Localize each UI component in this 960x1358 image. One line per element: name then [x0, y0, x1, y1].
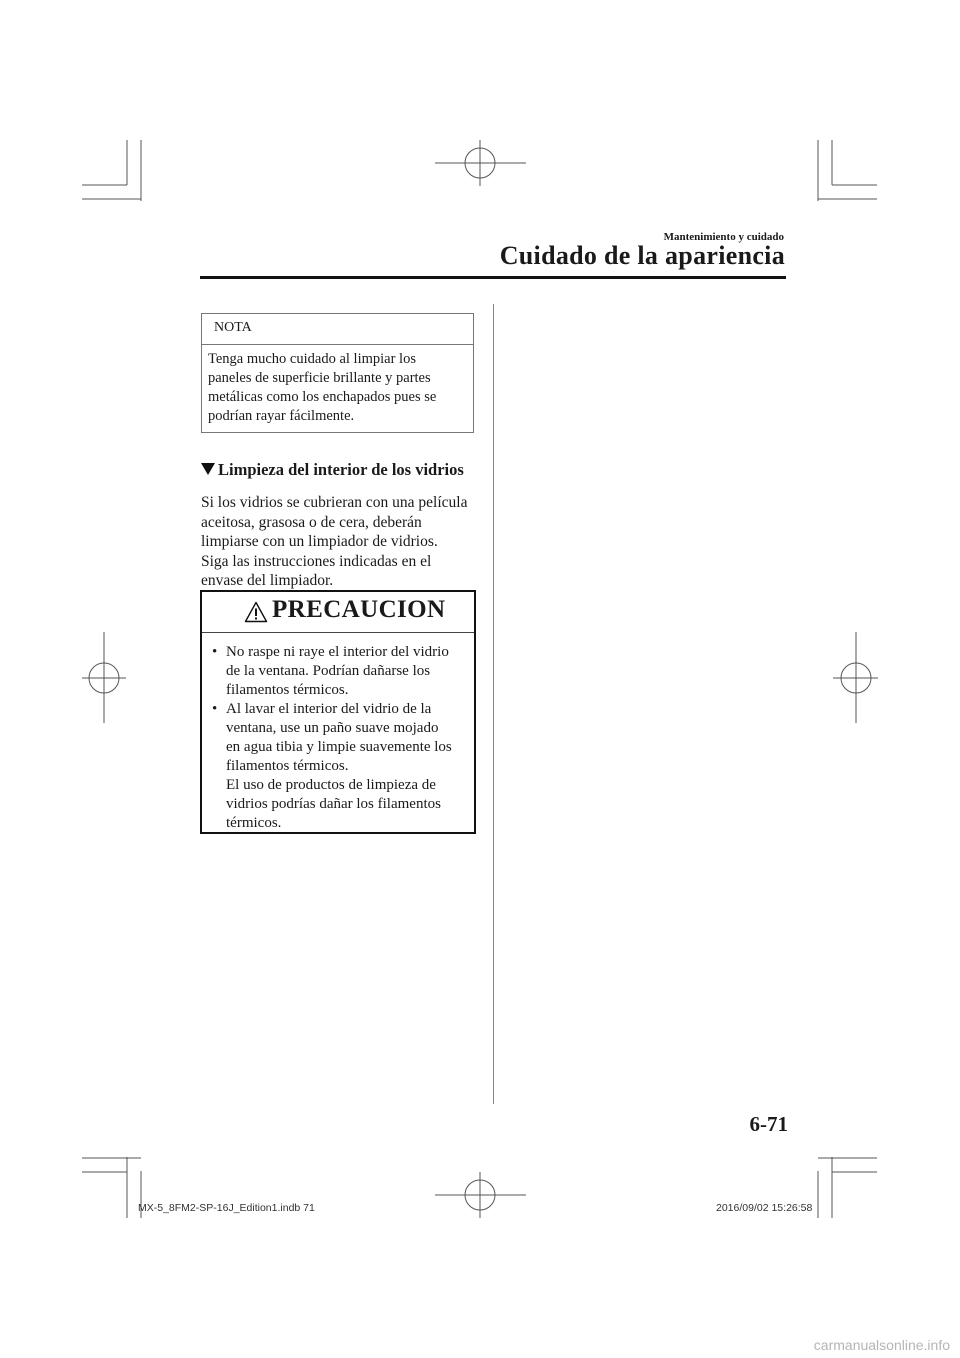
- paragraph-line: Siga las instrucciones indicadas en el: [201, 552, 432, 570]
- page-number: 6-71: [749, 1112, 788, 1136]
- paragraph-line: Si los vidrios se cubrieran con una película: [201, 494, 468, 511]
- paragraph-line: envase del limpiador.: [201, 572, 334, 589]
- caution-box: [200, 590, 476, 834]
- caution-list: [212, 643, 452, 833]
- caution-title: PRECAUCION: [272, 596, 446, 623]
- caution-line: ventana, use un paño suave mojado: [226, 720, 439, 736]
- caution-line: Al lavar el interior del vidrio de la: [226, 701, 432, 717]
- note-line: metálicas como los enchapados pues se: [208, 389, 437, 405]
- caution-line: en agua tibia y limpie suavemente los: [226, 739, 452, 755]
- caution-line: filamentos térmicos.: [226, 682, 349, 698]
- warning-triangle-icon: [244, 601, 268, 623]
- header-rule: [200, 276, 786, 279]
- page-title: Cuidado de la apariencia: [499, 241, 785, 270]
- column-divider: [493, 304, 494, 1104]
- caution-item: [212, 643, 452, 700]
- caution-line: No raspe ni raye el interior del vidrio: [226, 644, 449, 660]
- note-text: [208, 350, 470, 426]
- bullet: •: [212, 701, 218, 717]
- bullet: •: [212, 644, 218, 660]
- watermark-link[interactable]: carmanualsonline.info: [813, 1337, 950, 1353]
- note-label: NOTA: [214, 320, 252, 335]
- section-heading-text: Limpieza del interior de los vidrios: [218, 460, 464, 479]
- note-line: Tenga mucho cuidado al limpiar los: [208, 351, 416, 367]
- section-heading: [201, 460, 464, 480]
- caution-line: térmicos.: [226, 815, 282, 831]
- note-box: [201, 313, 474, 433]
- body-paragraph: [201, 493, 467, 591]
- paragraph-line: limpiarse con un limpiador de vidrios.: [201, 533, 438, 550]
- paragraph-line: aceitosa, grasosa o de cera, deberán: [201, 513, 422, 531]
- print-timestamp: 2016/09/02 15:26:58: [716, 1202, 813, 1214]
- caution-line: vidrios podrías dañar los filamentos: [226, 796, 441, 812]
- file-info: MX-5_8FM2-SP-16J_Edition1.indb 71: [138, 1202, 315, 1214]
- note-line: podrían rayar fácilmente.: [208, 408, 355, 424]
- caution-line: de la ventana. Podrían dañarse los: [226, 663, 431, 679]
- note-line: paneles de superficie brillante y partes: [208, 370, 431, 386]
- note-header: [202, 314, 473, 345]
- chapter-label: Mantenimiento y cuidado: [663, 231, 784, 243]
- down-triangle-icon: [201, 463, 215, 475]
- caution-line: filamentos térmicos.: [226, 758, 349, 774]
- caution-header: [202, 592, 474, 633]
- caution-item: [212, 700, 452, 833]
- caution-line: El uso de productos de limpieza de: [226, 777, 436, 793]
